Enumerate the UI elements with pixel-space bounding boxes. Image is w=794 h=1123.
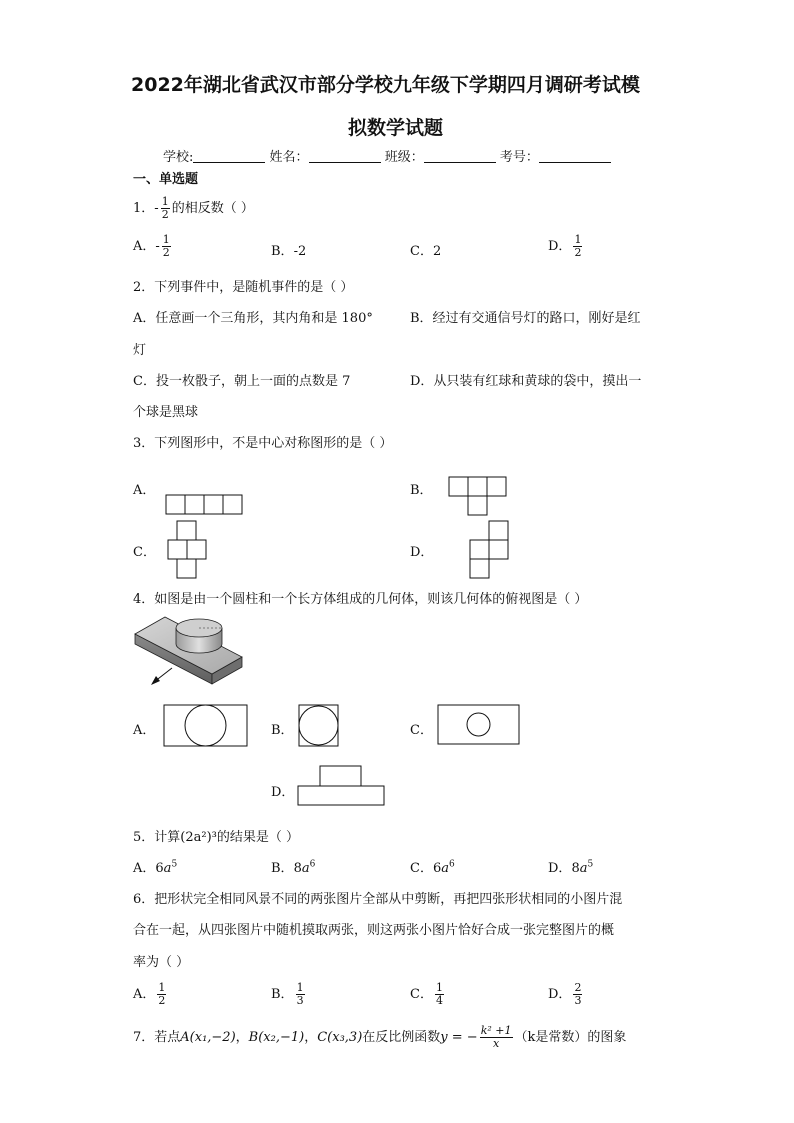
q4-view-b[interactable] xyxy=(298,704,340,748)
q5-c-label: C． xyxy=(410,861,433,876)
q4-view-d[interactable] xyxy=(297,765,387,807)
q1-frac-den: 2 xyxy=(161,208,169,221)
q6-option-a[interactable] xyxy=(133,982,168,1007)
q5-option-a[interactable] xyxy=(133,857,177,876)
q6-b-label: B． xyxy=(271,987,294,1002)
q5-option-c[interactable] xyxy=(410,857,455,876)
q5-b-var: a xyxy=(301,861,310,876)
q6-d-num: 2 xyxy=(574,981,582,994)
q1-option-a[interactable] xyxy=(133,234,173,259)
q6-stem-line1: 6．把形状完全相同风景不同的两张图片全部从中剪断，再把四张形状相同的小图片混 xyxy=(133,892,623,907)
q1-option-b[interactable] xyxy=(271,240,306,259)
school-label: 学校: xyxy=(163,150,194,165)
q1-d-label: D． xyxy=(548,239,572,254)
q6-option-c[interactable] xyxy=(410,982,446,1007)
q1-a-label: A． xyxy=(133,239,156,254)
q5-a-var: a xyxy=(163,861,172,876)
q1-c-label: C． xyxy=(410,244,433,259)
q6-d-fraction xyxy=(573,982,582,1007)
q6-c-den: 4 xyxy=(435,994,443,1007)
q6-b-den: 3 xyxy=(296,994,304,1007)
school-blank[interactable] xyxy=(193,150,265,163)
q3-label-d[interactable]: D． xyxy=(410,545,434,560)
q6-b-fraction xyxy=(296,982,305,1007)
q3-label-a[interactable]: A． xyxy=(133,483,156,498)
q4-label-b[interactable]: B． xyxy=(271,723,294,738)
q1-d-den: 2 xyxy=(574,246,582,259)
q1-c-text: 2 xyxy=(432,244,442,259)
q5-b-coef: 8 xyxy=(293,861,302,876)
q6-option-d[interactable] xyxy=(548,982,584,1007)
q6-a-den: 2 xyxy=(158,994,166,1007)
q2-option-d-continued: 个球是黑球 xyxy=(133,405,199,420)
q3-stem: 3．下列图形中，不是中心对称图形的是（ ） xyxy=(133,436,393,451)
q3-figure-c[interactable] xyxy=(167,520,227,580)
q1-a-num: 1 xyxy=(162,233,170,246)
q4-view-c[interactable] xyxy=(437,704,521,746)
q1-d-fraction xyxy=(573,234,582,259)
q7-func-den: x xyxy=(492,1037,500,1050)
q1-fraction xyxy=(161,196,170,221)
q1-stem xyxy=(133,196,254,221)
q1-d-num: 1 xyxy=(574,233,582,246)
q7-point-a: A(x₁,−2) xyxy=(180,1030,236,1045)
class-blank[interactable] xyxy=(424,150,496,163)
q2-option-b[interactable]: B．经过有交通信号灯的路口，刚好是红 xyxy=(410,311,641,326)
q7-func-num: k² +1 xyxy=(480,1024,512,1037)
class-label: 班级： xyxy=(384,150,424,165)
q4-solid-figure xyxy=(132,612,257,692)
name-blank[interactable] xyxy=(309,150,381,163)
q6-c-fraction xyxy=(435,982,444,1007)
q6-d-den: 3 xyxy=(574,994,582,1007)
q1-a-den: 2 xyxy=(162,246,170,259)
exam-number-blank[interactable] xyxy=(539,150,611,163)
page-title-line1: 2022年湖北省武汉市部分学校九年级下学期四月调研考试模 xyxy=(131,74,640,96)
q5-a-coef: 6 xyxy=(155,861,164,876)
q6-a-num: 1 xyxy=(158,981,166,994)
q3-figure-d[interactable] xyxy=(469,520,529,580)
q1-option-c[interactable] xyxy=(410,240,441,259)
q7-point-b: B(x₂,−1) xyxy=(248,1030,305,1045)
q5-d-exp: 5 xyxy=(587,859,594,870)
q4-label-c[interactable]: C． xyxy=(410,723,433,738)
exam-number-label: 考号： xyxy=(499,150,539,165)
q5-a-exp: 5 xyxy=(171,859,178,870)
q2-stem: 2．下列事件中，是随机事件的是（ ） xyxy=(133,280,354,295)
q5-d-var: a xyxy=(579,861,588,876)
q6-a-fraction xyxy=(157,982,166,1007)
q7-stem xyxy=(133,1025,626,1050)
q1-a-fraction xyxy=(162,234,171,259)
q3-figure-a[interactable] xyxy=(165,494,243,514)
q3-label-b[interactable]: B． xyxy=(410,483,433,498)
q1-frac-num: 1 xyxy=(161,195,169,208)
q5-option-d[interactable] xyxy=(548,857,593,876)
q6-c-num: 1 xyxy=(435,981,443,994)
q6-stem-line3: 率为（ ） xyxy=(133,955,190,970)
q7-prefix: 7．若点 xyxy=(133,1030,181,1045)
q4-view-a[interactable] xyxy=(163,704,249,748)
q5-c-coef: 6 xyxy=(432,861,442,876)
q7-sep-2: ， xyxy=(304,1030,318,1045)
q1-minus: - xyxy=(154,201,159,216)
q7-function-fraction xyxy=(480,1025,513,1050)
q5-b-label: B． xyxy=(271,861,294,876)
q5-stem: 5．计算(2a²)³的结果是（ ） xyxy=(133,830,299,845)
q6-option-b[interactable] xyxy=(271,982,307,1007)
q3-figure-b[interactable] xyxy=(448,476,508,516)
q2-option-d[interactable]: D．从只装有红球和黄球的袋中，摸出一 xyxy=(410,374,642,389)
q7-point-c: C(x₃,3) xyxy=(317,1030,363,1045)
q6-c-label: C． xyxy=(410,987,433,1002)
q2-option-b-continued: 灯 xyxy=(133,343,147,358)
q1-b-text: -2 xyxy=(293,244,307,259)
name-label: 姓名： xyxy=(269,150,309,165)
q5-c-var: a xyxy=(441,861,449,876)
q6-stem-line2: 合在一起，从四张图片中随机摸取两张，则这两张小图片恰好合成一张完整图片的概 xyxy=(133,923,615,938)
section-heading: 一、单选题 xyxy=(133,172,199,187)
q4-stem: 4．如图是由一个圆柱和一个长方体组成的几何体，则该几何体的俯视图是（ ） xyxy=(133,592,588,607)
q5-c-exp: 6 xyxy=(449,859,455,870)
q4-label-a[interactable]: A． xyxy=(133,723,156,738)
q7-sep-1: ， xyxy=(235,1030,249,1045)
q4-label-d[interactable]: D． xyxy=(271,785,295,800)
q7-mid: 在反比例函数 xyxy=(362,1030,441,1045)
q7-suffix: （k是常数）的图象 xyxy=(514,1030,627,1045)
q5-d-coef: 8 xyxy=(571,861,580,876)
q5-b-exp: 6 xyxy=(309,859,316,870)
q1-b-label: B． xyxy=(271,244,294,259)
q1-number: 1． xyxy=(133,201,155,216)
q1-option-d[interactable] xyxy=(548,234,584,259)
q6-b-num: 1 xyxy=(296,981,304,994)
q7-function-lhs: y = − xyxy=(440,1030,478,1045)
q5-d-label: D． xyxy=(548,861,572,876)
q3-label-c[interactable]: C． xyxy=(133,545,156,560)
q1-a-sign: - xyxy=(155,239,160,254)
q5-a-label: A． xyxy=(133,861,156,876)
q2-option-a[interactable]: A．任意画一个三角形，其内角和是 180° xyxy=(133,311,373,326)
q5-option-b[interactable] xyxy=(271,857,315,876)
q1-suffix: 的相反数（ ） xyxy=(171,201,254,216)
student-info-row xyxy=(163,146,611,165)
q2-option-c[interactable]: C．投一枚骰子，朝上一面的点数是 7 xyxy=(133,374,351,389)
q6-a-label: A． xyxy=(133,987,156,1002)
q6-d-label: D． xyxy=(548,987,572,1002)
page-title-line2: 拟数学试题 xyxy=(348,117,444,139)
